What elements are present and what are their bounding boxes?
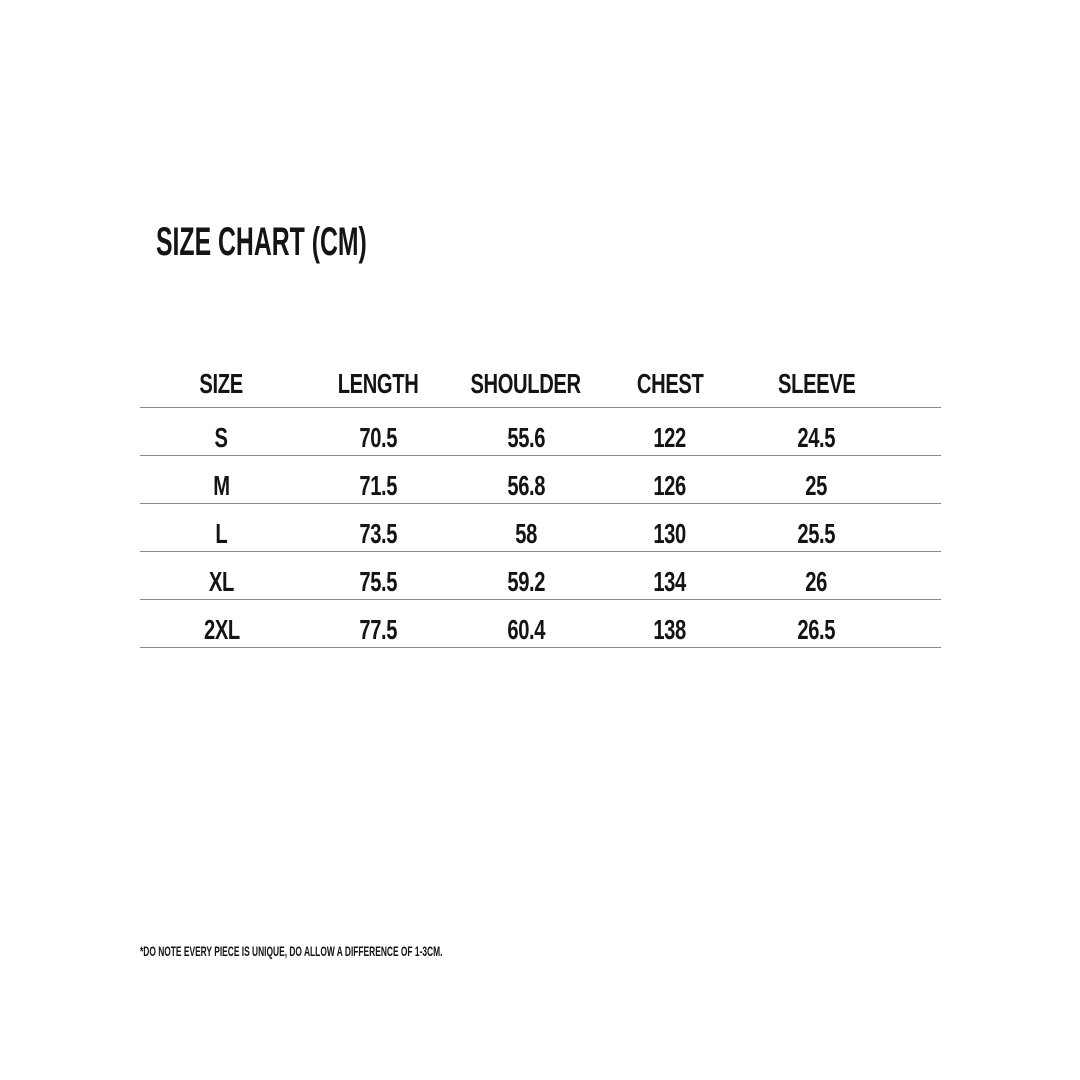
header-cell-shoulder — [454, 360, 598, 407]
value-cell — [454, 408, 598, 455]
size-table — [140, 360, 941, 648]
value-cell-text: 26 — [805, 565, 828, 597]
value-cell — [303, 600, 454, 647]
value-cell — [454, 600, 598, 647]
size-cell — [140, 456, 303, 503]
value-cell-text: 138 — [653, 613, 687, 645]
value-cell-text: 73.5 — [359, 517, 398, 549]
value-cell-text: 60.4 — [507, 613, 545, 645]
value-cell — [742, 600, 941, 647]
header-cell-length-text: LENGTH — [338, 367, 419, 399]
table-row-l — [140, 504, 941, 552]
value-cell — [598, 456, 742, 503]
table-row-s — [140, 408, 941, 456]
value-cell — [454, 552, 598, 599]
header-cell-chest — [598, 360, 742, 407]
value-cell — [742, 408, 941, 455]
value-cell-text: 26.5 — [797, 613, 836, 645]
value-cell — [598, 600, 742, 647]
value-cell-text: 25.5 — [797, 517, 836, 549]
header-cell-sleeve — [742, 360, 941, 407]
header-cell-shoulder-text: SHOULDER — [470, 367, 582, 399]
value-cell — [454, 456, 598, 503]
value-cell-text: 59.2 — [507, 565, 545, 597]
value-cell — [454, 504, 598, 551]
table-body — [140, 408, 941, 648]
value-cell-text: 71.5 — [359, 469, 398, 501]
value-cell-text: 56.8 — [507, 469, 545, 501]
value-cell-text: 58 — [515, 517, 537, 549]
size-cell-text: M — [213, 469, 230, 501]
value-cell — [742, 552, 941, 599]
page-title-text: SIZE CHART (CM) — [156, 220, 367, 264]
size-cell-text: XL — [208, 565, 235, 597]
value-cell — [303, 408, 454, 455]
value-cell-text: 25 — [805, 469, 828, 501]
value-cell-text: 55.6 — [507, 421, 545, 453]
size-cell — [140, 408, 303, 455]
size-cell — [140, 504, 303, 551]
value-cell-text: 134 — [653, 565, 687, 597]
size-cell — [140, 600, 303, 647]
value-cell-text: 130 — [653, 517, 687, 549]
footnote-text: *DO NOTE EVERY PIECE IS UNIQUE, DO ALLOW A DIFFERENCE OF 1-3CM. — [140, 943, 443, 959]
size-cell-text: L — [215, 517, 228, 549]
value-cell — [598, 552, 742, 599]
size-cell-text: 2XL — [203, 613, 240, 645]
table-header-row — [140, 360, 941, 408]
header-cell-chest-text: CHEST — [636, 367, 704, 399]
header-cell-sleeve-text: SLEEVE — [777, 367, 856, 399]
value-cell — [598, 408, 742, 455]
value-cell-text: 24.5 — [797, 421, 836, 453]
value-cell-text: 122 — [653, 421, 687, 453]
footnote — [140, 944, 644, 958]
value-cell — [598, 504, 742, 551]
value-cell — [303, 552, 454, 599]
value-cell-text: 75.5 — [359, 565, 398, 597]
header-cell-size — [140, 360, 303, 407]
value-cell — [742, 456, 941, 503]
value-cell — [303, 456, 454, 503]
value-cell-text: 70.5 — [359, 421, 398, 453]
table-row-xl — [140, 552, 941, 600]
value-cell-text: 126 — [653, 469, 687, 501]
size-cell — [140, 552, 303, 599]
value-cell — [742, 504, 941, 551]
size-cell-text: S — [214, 421, 229, 453]
table-row-2xl — [140, 600, 941, 648]
page-title — [156, 222, 496, 262]
value-cell-text: 77.5 — [359, 613, 398, 645]
table-row-m — [140, 456, 941, 504]
header-cell-length — [303, 360, 454, 407]
header-cell-size-text: SIZE — [199, 367, 244, 399]
value-cell — [303, 504, 454, 551]
